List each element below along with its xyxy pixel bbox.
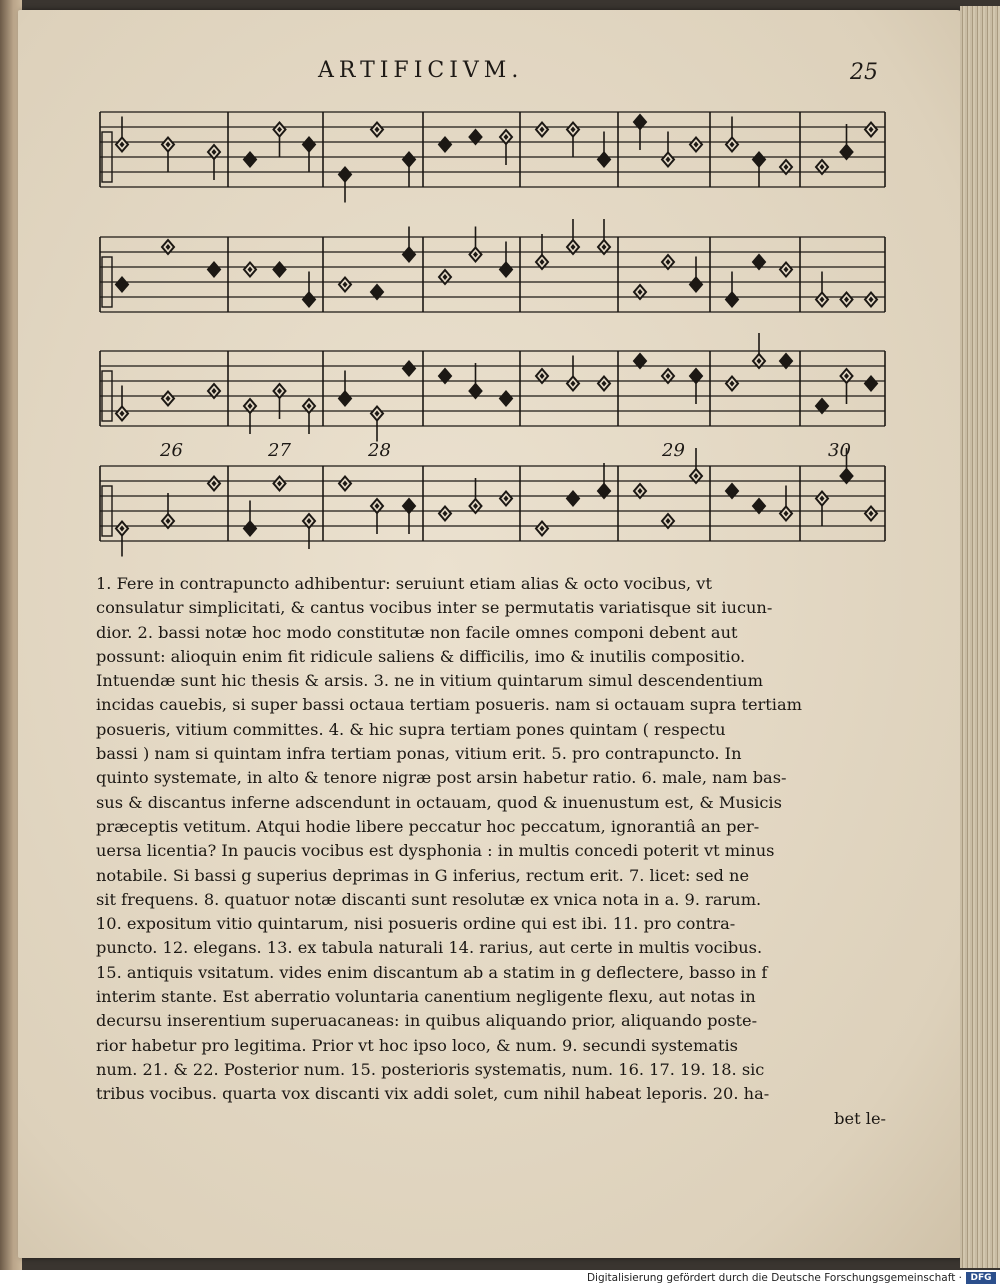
text-line: sit frequens. 8. quatuor notæ discanti sunt resolutæ ex vnica nota in a. 9. rarum. (96, 889, 762, 909)
text-line: dior. 2. bassi notæ hoc modo constitutæ non facile omnes componi debent aut (96, 622, 738, 642)
text-line: decursu inserentium superuacaneas: in quibus aliquando prior, aliquando poste- (96, 1011, 758, 1031)
text-line: bet le- (834, 1108, 886, 1128)
dfg-logo: DFG (966, 1272, 996, 1284)
measure-number: 28 (368, 440, 391, 461)
text-line: consulatur simplicitati, & cantus vocibus inter se permutatis variatisque sit iucun- (96, 598, 773, 618)
text-line: 15. antiquis vsitatum. vides enim discantum ab a statim in g deflectere, basso in f (96, 962, 768, 982)
measure-numbers (159, 440, 851, 461)
text-line: puncto. 12. elegans. 13. ex tabula naturali 14. rarius, aut certe in multis vocibus. (96, 938, 763, 958)
music-notation (0, 0, 1000, 560)
text-line: incidas cauebis, si super bassi octaua tertiam posueris. nam si octauam supra tertiam (96, 695, 802, 715)
text-line: quinto systemate, in alto & tenore nigræ post arsin habetur ratio. 6. male, nam bas- (96, 768, 787, 788)
running-title: ARTIFICIVM. (318, 58, 524, 83)
text-line: tribus vocibus. quarta vox discanti vix addi solet, cum nihil habeat leporis. 20. ha- (96, 1084, 770, 1104)
text-line: posueris, vitium committes. 4. & hic supra tertiam pones quintam ( respectu (96, 719, 726, 739)
text-line: 1. Fere in contrapuncto adhibentur: seruiunt etiam alias & octo vocibus, vt (96, 574, 712, 593)
text-line: num. 21. & 22. Posterior num. 15. posterioris systematis, num. 16. 17. 19. 18. sic (96, 1059, 765, 1079)
measure-number: 29 (662, 440, 685, 461)
measure-number: 26 (160, 440, 183, 461)
text-line: rior habetur pro legitima. Prior vt hoc ipso loco, & num. 9. secundi systematis (96, 1035, 738, 1055)
page-number: 25 (850, 60, 878, 85)
staff-lines (100, 112, 885, 541)
text-line: Intuendæ sunt hic thesis & arsis. 3. ne in vitium quintarum simul descendentium (96, 671, 763, 691)
text-line: bassi ) nam si quintam infra tertiam ponas, vitium erit. 5. pro contrapuncto. In (96, 744, 742, 764)
text-line: præceptis vetitum. Atqui hodie libere peccatur hoc peccatum, ignorantiâ an per- (96, 816, 760, 836)
text-line: uersa licentia? In paucis vocibus est dysphonia : in multis concedi poterit vt minus (96, 841, 775, 861)
text-line: interim stante. Est aberratio voluntaria canentium negligente flexu, aut notas in (96, 987, 756, 1007)
text-line: possunt: alioquin enim fit ridicule saliens & difficilis, imo & inutilis compositio. (96, 646, 746, 666)
notes (116, 115, 877, 557)
footer-credit: Digitalisierung gefördert durch die Deutsche Forschungsgemeinschaft · (586, 1272, 962, 1284)
text-line: 10. expositum vitio quintarum, nisi posueris ordine qui est ibi. 11. pro contra- (96, 914, 736, 934)
measure-number: 27 (268, 440, 291, 461)
commentary-text (96, 572, 886, 1131)
text-line: sus & discantus inferne adscendunt in octauam, quod & inuenustum est, & Musicis (96, 792, 782, 812)
text-line: notabile. Si bassi g superius deprimas in G inferius, rectum erit. 7. licet: sed ne (96, 865, 750, 885)
measure-number: 30 (828, 440, 851, 461)
